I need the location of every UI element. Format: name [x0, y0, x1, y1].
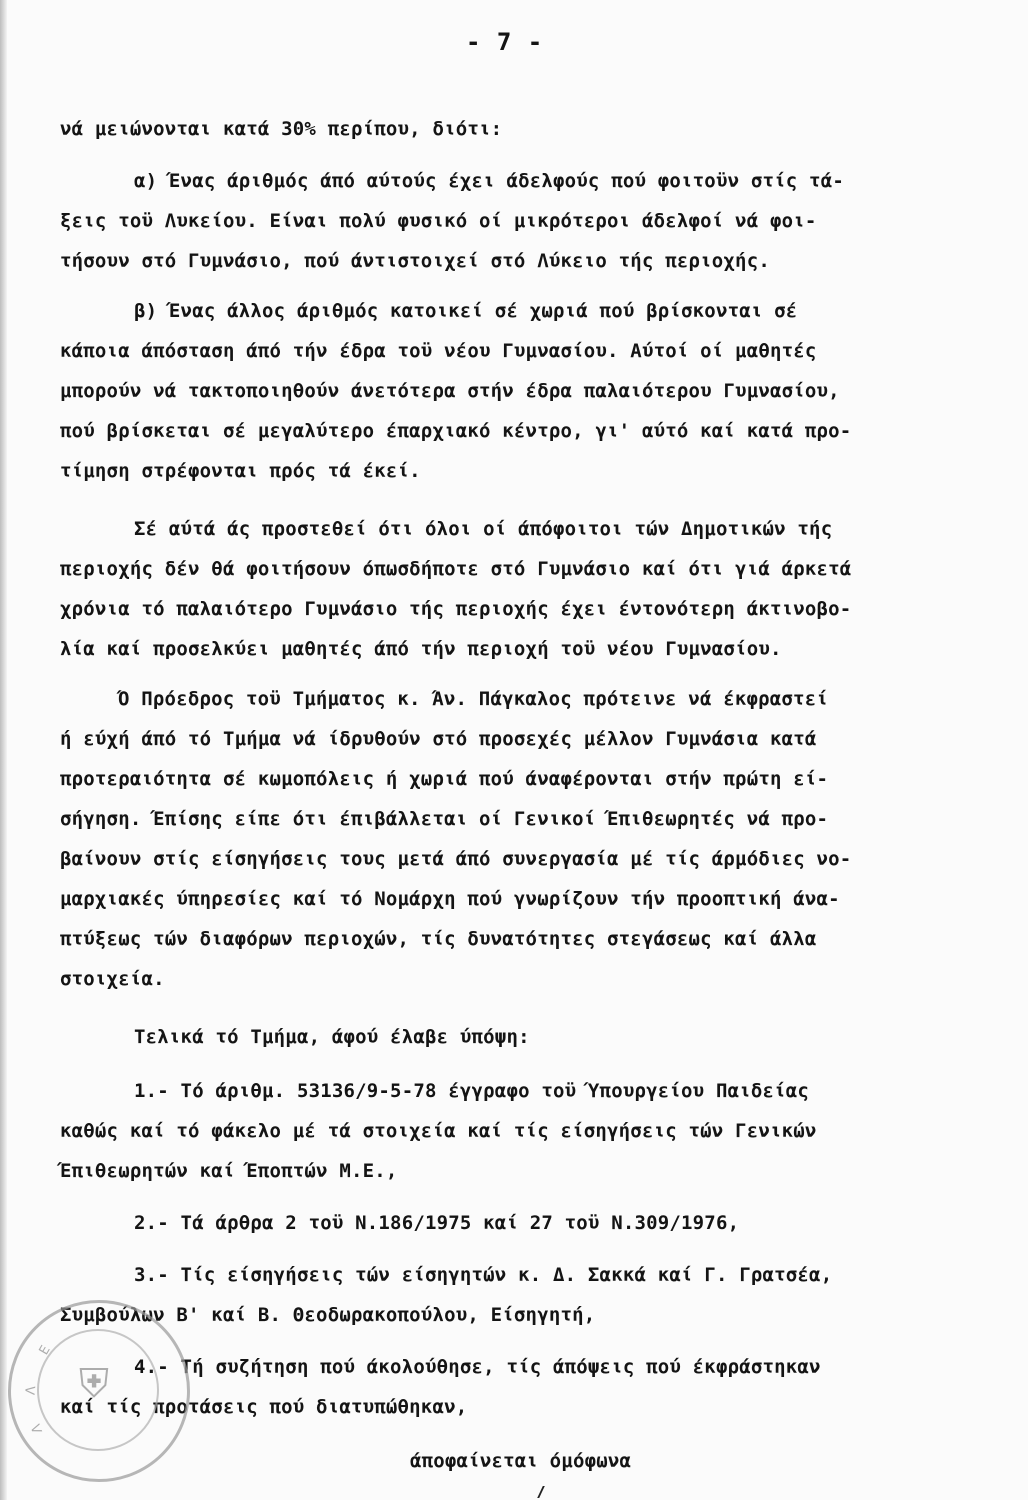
- text-line: τίμηση στρέφονται πρός τά έκεί.: [60, 460, 421, 482]
- text-line: Ό Πρόεδρος τοϋ Τμήματος κ. Άν. Πάγκαλος πρότεινε νά έκφραστεί: [118, 688, 828, 710]
- text-line: καθώς καί τό φάκελο μέ τά στοιχεία καί τίς είσηγήσεις τών Γενικών: [60, 1120, 817, 1142]
- text-line: Τελικά τό Τμήμα, άφού έλαβε ύπόψη:: [134, 1026, 530, 1048]
- stamp-text-mark: Ε: [36, 1343, 54, 1358]
- text-line: βαίνουν στίς είσηγήσεις τους μετά άπό συνεργασία μέ τίς άρμόδιες νο-: [60, 848, 852, 870]
- crest-icon: ⛨: [79, 1361, 109, 1407]
- text-line: 2.- Τά άρθρα 2 τοϋ Ν.186/1975 καί 27 τοϋ Ν.309/1976,: [134, 1212, 740, 1234]
- stamp-text-mark: Λ: [28, 1421, 47, 1436]
- text-line: Συμβούλων Β' καί Β. Θεοδωρακοπούλου, Είσηγητή,: [60, 1304, 596, 1326]
- text-line: μπορούν νά τακτοποιηθούν άνετότερα στήν έδρα παλαιότερου Γυμνασίου,: [60, 380, 840, 402]
- text-line: β) Ένας άλλος άριθμός κατοικεί σέ χωριά πού βρίσκονται σέ: [134, 300, 798, 322]
- text-line: ή εύχή άπό τό Τμήμα νά ίδρυθούν στό προσεχές μέλλον Γυμνάσια κατά: [60, 728, 817, 750]
- stamp-text-mark: Λ: [23, 1385, 40, 1396]
- text-line: 1.- Τό άριθμ. 53136/9-5-78 έγγραφο τοϋ Ύπουργείου Παιδείας: [134, 1080, 810, 1102]
- text-line: Έπιθεωρητών καί Έποπτών Μ.Ε.,: [60, 1160, 398, 1182]
- text-line: 3.- Τίς είσηγήσεις τών είσηγητών κ. Δ. Σακκά καί Γ. Γρατσέα,: [134, 1264, 833, 1286]
- text-line: άποφαίνεται όμόφωνα: [410, 1450, 632, 1472]
- page-number: - 7 -: [466, 28, 544, 56]
- text-line: προτεραιότητα σέ κωμοπόλεις ή χωριά πού άναφέρονται στήν πρώτη εί-: [60, 768, 829, 790]
- text-line: σήγηση. Έπίσης είπε ότι έπιβάλλεται οί Γενικοί Έπιθεωρητές νά προ-: [60, 808, 829, 830]
- text-line: λία καί προσελκύει μαθητές άπό τήν περιοχή τοϋ νέου Γυμνασίου.: [60, 638, 782, 660]
- text-line: μαρχιακές ύπηρεσίες καί τό Νομάρχη πού γνωρίζουν τήν προοπτική άνα-: [60, 888, 840, 910]
- text-line: α) Ένας άριθμός άπό αύτούς έχει άδελφούς πού φοιτοϋν στίς τά-: [134, 170, 844, 192]
- official-stamp: [8, 1300, 190, 1482]
- text-line: τήσουν στό Γυμνάσιο, πού άντιστοιχεί στό Λύκειο τής περιοχής.: [60, 250, 770, 272]
- text-line: 4.- Τή συζήτηση πού άκολούθησε, τίς άπόψεις πού έκφράστηκαν: [134, 1356, 821, 1378]
- text-line: ξεις τοϋ Λυκείου. Είναι πολύ φυσικό οί μικρότεροι άδελφοί νά φοι-: [60, 210, 817, 232]
- text-line: Σέ αύτά άς προστεθεί ότι όλοι οί άπόφοιτοι τών Δημοτικών τής: [134, 518, 833, 540]
- text-line: νά μειώνονται κατά 30% περίπου, διότι:: [60, 118, 503, 140]
- text-line: περιοχής δέν θά φοιτήσουν όπωσδήποτε στό Γυμνάσιο καί ότι γιά άρκετά: [60, 558, 852, 580]
- text-line: στοιχεία.: [60, 968, 165, 990]
- text-line: χρόνια τό παλαιότερο Γυμνάσιο τής περιοχής έχει έντονότερη άκτινοβο-: [60, 598, 852, 620]
- text-line: καί τίς προτάσεις πού διατυπώθηκαν,: [60, 1396, 468, 1418]
- scan-edge: [0, 0, 7, 1500]
- signature-stroke: [537, 1486, 561, 1498]
- text-line: πτύξεως τών διαφόρων περιοχών, τίς δυνατότητες στεγάσεως καί άλλα: [60, 928, 817, 950]
- text-line: πού βρίσκεται σέ μεγαλύτερο έπαρχιακό κέντρο, γι' αύτό καί κατά προ-: [60, 420, 852, 442]
- text-line: κάποια άπόσταση άπό τήν έδρα τοϋ νέου Γυμνασίου. Αύτοί οί μαθητές: [60, 340, 817, 362]
